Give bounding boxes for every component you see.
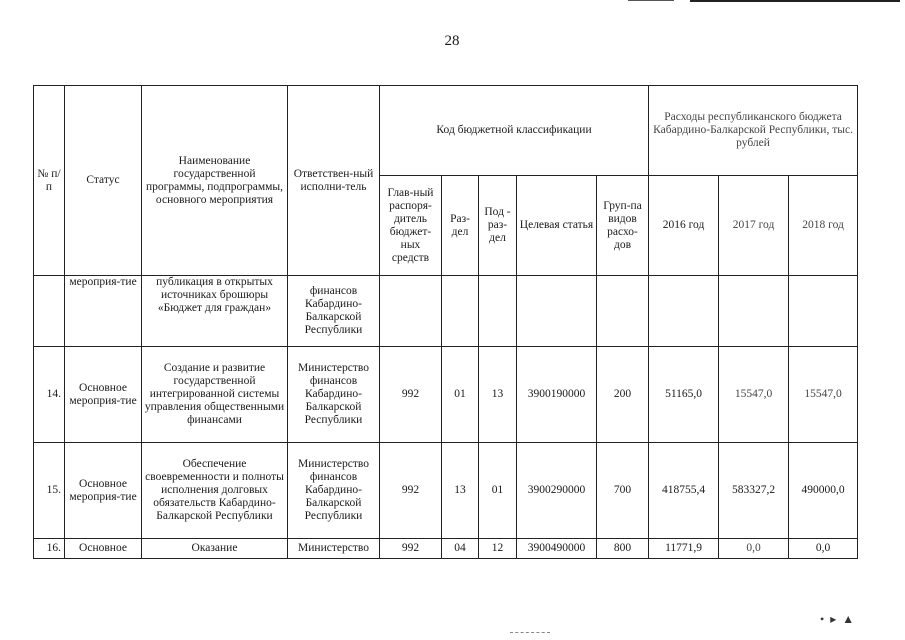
header-target-article: Целевая статья [517,176,597,276]
cell-2016: 51165,0 [649,347,719,443]
header-year-2016: 2016 год [649,176,719,276]
cell-name: Оказание [142,539,288,559]
header-expenses: Расходы республиканского бюджета Кабардино-Балкарской Республики, тыс. рублей [649,86,858,176]
header-executor: Ответствен-ный исполни-тель [288,86,380,276]
header-year-2018: 2018 год [789,176,858,276]
cell-status: Основное мероприя-тие [65,443,142,539]
cell-2016: 418755,4 [649,443,719,539]
cell-target: 3900290000 [517,443,597,539]
header-status: Статус [65,86,142,276]
cell-section: 13 [442,443,479,539]
cell-2018: 0,0 [789,539,858,559]
cell-manager: 992 [380,539,442,559]
cell-2018: 490000,0 [789,443,858,539]
scan-dash [510,632,550,634]
header-year-2017: 2017 год [719,176,789,276]
cell-subsection: 12 [479,539,517,559]
cell-2016 [649,276,719,347]
cell-manager [380,276,442,347]
cell-group: 700 [597,443,649,539]
cell-target [517,276,597,347]
scan-specks: • ▸ ▲ [820,612,855,626]
budget-table [33,85,858,559]
cell-manager: 992 [380,347,442,443]
cell-num: 16. [34,539,65,559]
cell-executor: Министерство финансов Кабардино-Балкарской Республики [288,443,380,539]
page-number: 28 [444,33,460,49]
cell-status: Основное [65,539,142,559]
cell-section [442,276,479,347]
cell-subsection: 13 [479,347,517,443]
cell-2018 [789,276,858,347]
table-row [34,443,858,539]
header-program-name: Наименование государственной программы, подпрограммы, основного мероприятия [142,86,288,276]
table-row [34,539,858,559]
cell-2017 [719,276,789,347]
cell-status: Основное мероприя-тие [65,347,142,443]
cell-executor: финансов Кабардино-Балкарской Республики [288,276,380,347]
cell-executor: Министерство [288,539,380,559]
cell-manager: 992 [380,443,442,539]
cell-num: 15. [34,443,65,539]
header-section: Раз-дел [442,176,479,276]
top-edge-dash [628,0,674,1]
cell-status: мероприя-тие [65,276,142,347]
cell-name: Обеспечение своевременности и полноты исполнения долговых обязательств Кабардино-Балкарской Республики [142,443,288,539]
cell-group: 200 [597,347,649,443]
cell-target: 3900490000 [517,539,597,559]
header-budget-code: Код бюджетной классификации [380,86,649,176]
cell-group [597,276,649,347]
cell-name: Создание и развитие государственной интегрированной системы управления общественными финансами [142,347,288,443]
cell-2017: 0,0 [719,539,789,559]
cell-2017: 15547,0 [719,347,789,443]
cell-section: 01 [442,347,479,443]
table-row [34,347,858,443]
cell-name: публикация в открытых источниках брошюры «Бюджет для граждан» [142,276,288,347]
table-row [34,276,858,347]
cell-subsection: 01 [479,443,517,539]
header-expense-group: Груп-па видов расхо-дов [597,176,649,276]
cell-executor: Министерство финансов Кабардино-Балкарской Республики [288,347,380,443]
cell-num: 14. [34,347,65,443]
cell-num [34,276,65,347]
cell-target: 3900190000 [517,347,597,443]
header-num: № п/п [34,86,65,276]
cell-subsection [479,276,517,347]
cell-2016: 11771,9 [649,539,719,559]
cell-group: 800 [597,539,649,559]
header-subsection: Под - раз-дел [479,176,517,276]
header-main-manager: Глав-ный распоря-дитель бюджет-ных средств [380,176,442,276]
cell-2017: 583327,2 [719,443,789,539]
header-row-1 [34,86,858,176]
top-edge-rule [690,0,900,2]
cell-section: 04 [442,539,479,559]
cell-2018: 15547,0 [789,347,858,443]
